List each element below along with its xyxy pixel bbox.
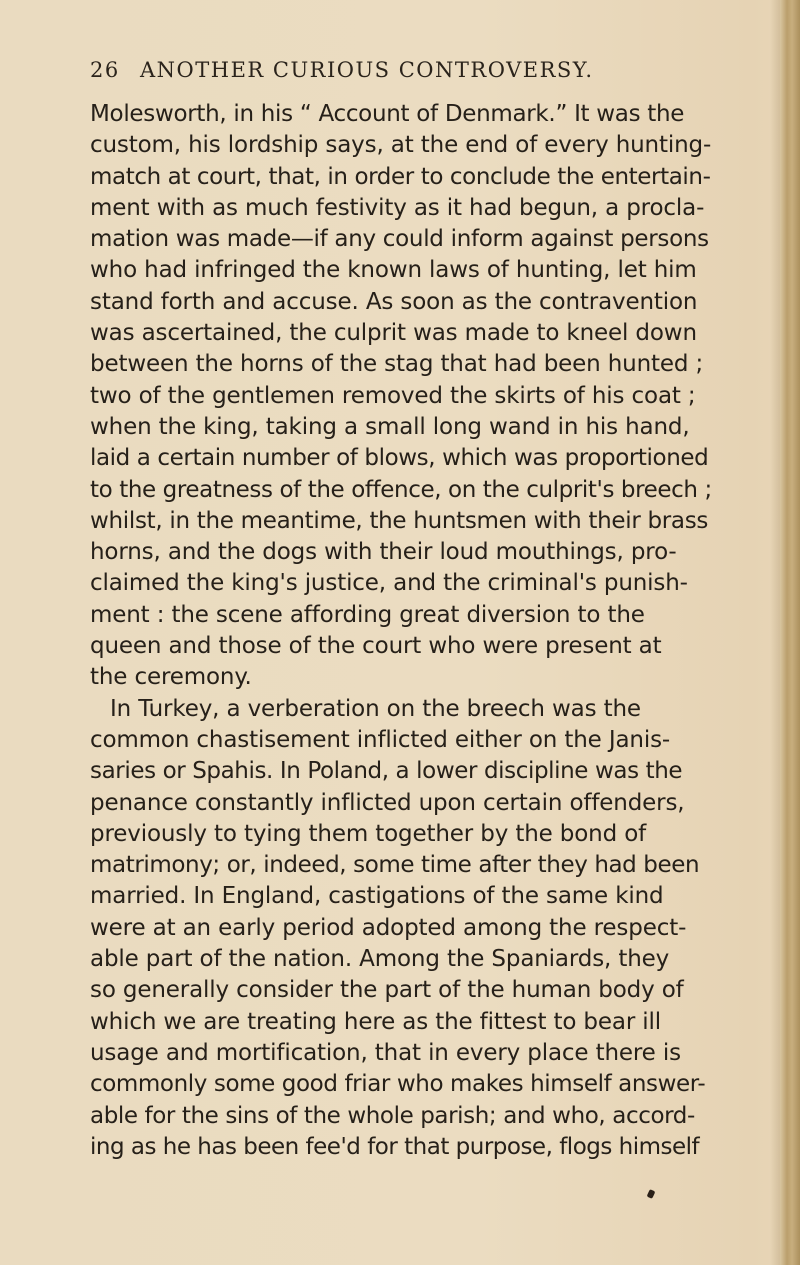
text-line: matrimony; or, indeed, some time after they had been: [90, 852, 700, 879]
text-line: Molesworth, in his “ Account of Denmark.” It was the: [90, 101, 685, 127]
text-line: between the horns of the stag that had been hunted ;: [90, 351, 704, 378]
text-line: were at an early period adopted among the respect-: [90, 914, 687, 941]
text-line: to the greatness of the offence, on the culprit's breech ;: [90, 476, 712, 503]
text-line: ment : the scene affording great diversion to the: [90, 601, 645, 628]
running-head: ANOTHER CURIOUS CONTROVERSY.: [140, 58, 594, 82]
text-line: laid a certain number of blows, which was proportioned: [90, 445, 709, 472]
text-line: the ceremony.: [90, 664, 252, 691]
text-line: able for the sins of the whole parish; and who, accord-: [90, 1102, 695, 1129]
text-line: horns, and the dogs with their loud mouthings, pro-: [90, 539, 677, 566]
text-line: able part of the nation. Among the Spaniards, they: [90, 946, 670, 973]
ink-speck: [647, 1189, 656, 1199]
page-edge-shadow: [770, 0, 780, 1265]
text-line: married. In England, castigations of the same kind: [90, 883, 664, 910]
text-line: common chastisement inflicted either on the Janis-: [90, 726, 671, 753]
text-line: stand forth and accuse. As soon as the contravention: [90, 288, 698, 315]
text-line: In Turkey, a verberation on the breech was the: [110, 695, 641, 722]
text-line: match at court, that, in order to conclude the entertain-: [90, 163, 711, 190]
text-line: claimed the king's justice, and the criminal's punish-: [90, 570, 688, 597]
text-line: usage and mortification, that in every place there is: [90, 1039, 681, 1066]
page-edge: [780, 0, 800, 1265]
text-line: penance constantly inflicted upon certain offenders,: [90, 789, 685, 816]
text-line: saries or Spahis. In Poland, a lower discipline was the: [90, 758, 683, 785]
text-line: queen and those of the court who were present at: [90, 633, 662, 660]
text-line: whilst, in the meantime, the huntsmen with their brass: [90, 507, 709, 534]
text-line: when the king, taking a small long wand in his hand,: [90, 413, 690, 440]
page-number: 26: [90, 58, 120, 82]
text-line: custom, his lordship says, at the end of every hunting-: [90, 132, 712, 159]
text-line: two of the gentlemen removed the skirts of his coat ;: [90, 382, 696, 409]
text-line: so generally consider the part of the human body of: [90, 977, 684, 1004]
body-text: [90, 99, 790, 1163]
page-header: [90, 58, 790, 98]
text-line: was ascertained, the culprit was made to kneel down: [90, 320, 697, 347]
text-line: ing as he has been fee'd for that purpose, flogs himself: [90, 1133, 700, 1160]
text-line: mation was made—if any could inform against persons: [90, 226, 709, 253]
text-line: ment with as much festivity as it had begun, a procla-: [90, 194, 705, 221]
text-line: previously to tying them together by the bond of: [90, 820, 647, 847]
text-line: who had infringed the known laws of hunting, let him: [90, 257, 697, 284]
text-line: commonly some good friar who makes himself answer-: [90, 1071, 706, 1098]
text-line: which we are treating here as the fittest to bear ill: [90, 1008, 662, 1035]
